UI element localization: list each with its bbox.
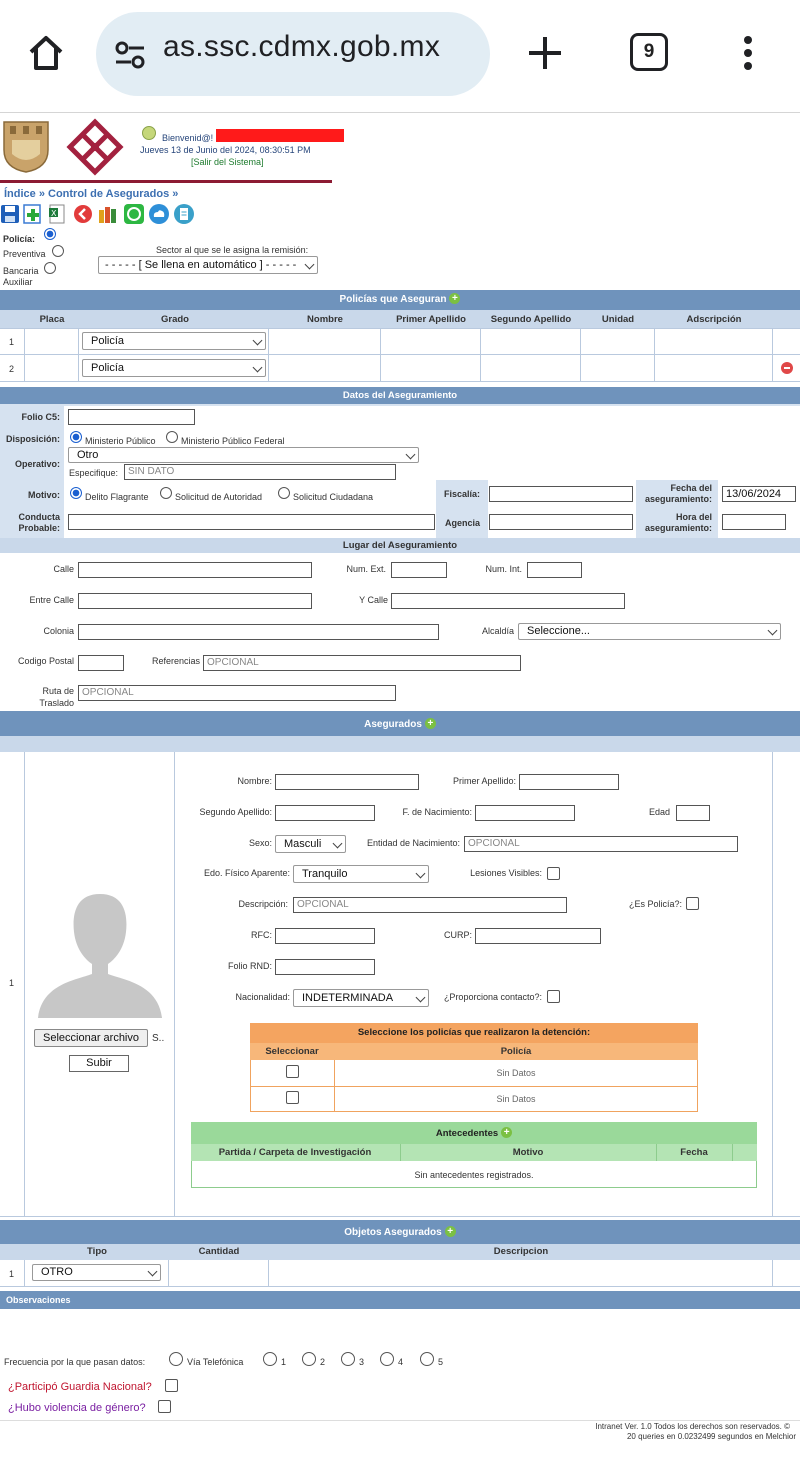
svg-text:X: X	[51, 209, 57, 218]
fiscalia-input[interactable]	[489, 486, 633, 502]
det-select-checkbox[interactable]	[286, 1091, 299, 1104]
tipo-select[interactable]: OTRO	[32, 1264, 161, 1281]
freq-4-label: 4	[398, 1357, 404, 1367]
antecedentes-header: Antecedentes +	[191, 1122, 757, 1144]
curp-label: CURP:	[443, 930, 472, 940]
radio-mpf[interactable]	[166, 431, 178, 443]
especifique-label: Especifique:	[69, 468, 119, 478]
radio-freq-3[interactable]	[341, 1352, 355, 1366]
es-policia-label: ¿Es Policía?:	[628, 899, 682, 909]
radio-delito-flagrante[interactable]	[70, 487, 82, 499]
cp-input[interactable]	[78, 655, 124, 671]
radio-freq-5[interactable]	[420, 1352, 434, 1366]
descripcion-input[interactable]: OPCIONAL	[293, 897, 567, 913]
num-ext-label: Num. Ext.	[346, 564, 386, 574]
num-int-input[interactable]	[527, 562, 582, 578]
hora-input[interactable]	[722, 514, 786, 530]
cp-label: Codigo Postal	[17, 656, 74, 666]
header-divider	[0, 180, 332, 183]
radio-freq-4[interactable]	[380, 1352, 394, 1366]
asegurados-subheader	[0, 736, 800, 752]
colonia-input[interactable]	[78, 624, 439, 640]
referencias-input[interactable]: OPCIONAL	[203, 655, 521, 671]
fecha-input[interactable]: 13/06/2024	[722, 486, 796, 502]
motivo-label: Motivo:	[28, 490, 60, 500]
especifique-input[interactable]: SIN DATO	[124, 464, 396, 480]
add-policia-icon[interactable]: +	[449, 293, 460, 304]
obj-col-tipo: Tipo	[87, 1246, 107, 1257]
more-menu-icon[interactable]	[740, 34, 756, 74]
objeto-row-num: 1	[9, 1269, 15, 1279]
sexo-label: Sexo:	[248, 838, 272, 848]
radio-mp[interactable]	[70, 431, 82, 443]
welcome-text: Bienvenid@!	[162, 133, 214, 143]
hora-label: Hora del aseguramiento:	[644, 512, 712, 533]
delito-flagrante-label: Delito Flagrante	[85, 492, 149, 502]
entidad-input[interactable]: OPCIONAL	[464, 836, 738, 852]
entre-calle-label: Entre Calle	[29, 595, 74, 605]
det-col-seleccionar: Seleccionar	[265, 1046, 319, 1057]
entidad-label: Entidad de Nacimiento:	[366, 838, 460, 848]
calle-label: Calle	[53, 564, 74, 574]
add-objeto-icon[interactable]: +	[445, 1226, 456, 1237]
freq-5-label: 5	[438, 1357, 444, 1367]
grado-select[interactable]: Policía	[82, 332, 266, 350]
footer-queries: 20 queries en 0.0232499 segundos en Melchior	[626, 1432, 796, 1441]
alcaldia-label: Alcaldía	[481, 626, 514, 636]
row-num: 1	[9, 337, 15, 347]
curp-input[interactable]	[475, 928, 601, 944]
via-telefonica-label: Vía Telefónica	[187, 1357, 244, 1367]
ant-col-fecha: Fecha	[680, 1147, 708, 1158]
conducta-input[interactable]	[68, 514, 435, 530]
sexo-select[interactable]: Masculi	[275, 835, 346, 853]
col-primer-apellido: Primer Apellido	[396, 314, 466, 325]
col-nombre: Nombre	[307, 314, 343, 325]
referencias-label: Referencias	[151, 656, 200, 666]
user-icon	[142, 126, 156, 140]
det-col-policia: Policía	[500, 1046, 532, 1057]
logout-link[interactable]: [Salir del Sistema]	[191, 157, 264, 167]
select-file-button[interactable]: Seleccionar archivo	[34, 1029, 148, 1047]
folio-input[interactable]	[68, 409, 195, 425]
descripcion-label: Descripción:	[238, 899, 288, 909]
col-unidad: Unidad	[601, 314, 635, 325]
es-policia-checkbox[interactable]	[686, 897, 699, 910]
edo-fisico-label: Edo. Físico Aparente:	[203, 868, 290, 878]
ant-col-partida: Partida / Carpeta de Investigación	[218, 1147, 372, 1158]
save-icon[interactable]	[0, 204, 20, 224]
row-num: 2	[9, 364, 15, 374]
url-text[interactable]: as.ssc.cdmx.gob.mx	[163, 30, 441, 63]
detencion-title: Seleccione los policías que realizaron la detención:	[250, 1023, 698, 1043]
sector-label: Sector al que se le asigna la remisión:	[156, 245, 309, 255]
freq-2-label: 2	[320, 1357, 326, 1367]
asegurado-row-num: 1	[9, 978, 15, 988]
remove-row-icon[interactable]	[781, 362, 793, 374]
col-segundo-apellido: Segundo Apellido	[490, 314, 572, 325]
det-policia-cell: Sin Datos	[496, 1094, 536, 1104]
calle-input[interactable]	[78, 562, 312, 578]
ruta-label: Ruta de Traslado	[39, 686, 74, 708]
fiscalia-label: Fiscalía:	[443, 489, 480, 499]
y-calle-input[interactable]	[391, 593, 625, 609]
operativo-label: Operativo:	[14, 459, 60, 469]
whatsapp-icon[interactable]	[123, 203, 145, 225]
rfc-label: RFC:	[251, 930, 272, 940]
folio-rnd-label: Folio RND:	[227, 961, 272, 971]
mp-label: Ministerio Público	[85, 436, 156, 446]
obj-col-cantidad: Cantidad	[198, 1246, 240, 1257]
home-icon[interactable]	[26, 33, 66, 73]
radio-freq-2[interactable]	[302, 1352, 316, 1366]
folio-label: Folio C5:	[21, 412, 60, 422]
back-icon[interactable]	[73, 204, 93, 224]
breadcrumb[interactable]: Índice » Control de Asegurados »	[4, 188, 179, 200]
nacionalidad-label: Nacionalidad:	[235, 992, 290, 1002]
alcaldia-select[interactable]: Seleccione...	[518, 623, 781, 640]
nombre-label: Nombre:	[237, 776, 272, 786]
agencia-label: Agencia	[444, 518, 480, 528]
nombre-input[interactable]	[275, 774, 419, 790]
frecuencia-label: Frecuencia por la que pasan datos:	[4, 1357, 146, 1367]
violencia-checkbox[interactable]	[158, 1400, 171, 1413]
radio-preventiva[interactable]	[52, 245, 64, 257]
photo-placeholder-icon	[36, 888, 164, 1022]
tab-switcher-button[interactable]: 9	[630, 33, 668, 71]
disposicion-label: Disposición:	[5, 434, 60, 444]
radio-policia[interactable]	[44, 228, 56, 240]
contacto-checkbox[interactable]	[547, 990, 560, 1003]
col-grado: Grado	[161, 314, 189, 325]
num-ext-input[interactable]	[391, 562, 447, 578]
conducta-label: Conducta Probable:	[18, 512, 60, 533]
ruta-input[interactable]: OPCIONAL	[78, 685, 396, 701]
excel-icon[interactable]	[48, 204, 68, 224]
cloud-icon[interactable]	[148, 203, 170, 225]
agencia-input[interactable]	[489, 514, 633, 530]
antecedentes-empty: Sin antecedentes registrados.	[414, 1170, 534, 1180]
y-calle-label: Y Calle	[359, 595, 388, 605]
violencia-label: ¿Hubo violencia de género?	[8, 1402, 146, 1414]
radio-freq-1[interactable]	[263, 1352, 277, 1366]
radio-solicitud-autoridad[interactable]	[160, 487, 172, 499]
entre-calle-input[interactable]	[78, 593, 312, 609]
mpf-label: Ministerio Público Federal	[181, 436, 285, 446]
freq-1-label: 1	[281, 1357, 287, 1367]
radio-bancaria[interactable]	[44, 262, 56, 274]
upload-button[interactable]: Subir	[69, 1055, 129, 1072]
guardia-checkbox[interactable]	[165, 1379, 178, 1392]
operativo-select[interactable]: Otro	[68, 447, 419, 463]
datetime-text: Jueves 13 de Junio del 2024, 08:30:51 PM	[140, 145, 311, 155]
segundo-apellido-label: Segundo Apellido:	[199, 807, 272, 817]
radio-solicitud-ciudadana[interactable]	[278, 487, 290, 499]
edo-fisico-select[interactable]: Tranquilo	[293, 865, 429, 883]
segundo-apellido-input[interactable]	[275, 805, 375, 821]
browser-toolbar	[0, 0, 800, 112]
obj-col-descripcion: Descripcion	[493, 1246, 549, 1257]
lesiones-checkbox[interactable]	[547, 867, 560, 880]
add-antecedente-icon[interactable]: +	[501, 1127, 512, 1138]
new-tab-icon[interactable]	[527, 35, 563, 71]
option-bancaria-label: Bancaria Auxiliar	[3, 266, 39, 287]
col-adscripcion: Adscripción	[686, 314, 742, 325]
cdmx-logo	[66, 118, 124, 176]
option-preventiva-label: Preventiva	[3, 249, 46, 259]
rfc-input[interactable]	[275, 928, 375, 944]
edad-label: Edad	[648, 807, 670, 817]
radio-via-telefonica[interactable]	[169, 1352, 183, 1366]
solicitud-autoridad-label: Solicitud de Autoridad	[175, 492, 263, 502]
sector-select[interactable]: - - - - - [ Se llena en automático ] - - - - -	[98, 256, 318, 274]
freq-3-label: 3	[359, 1357, 365, 1367]
det-policia-cell: Sin Datos	[496, 1068, 536, 1078]
primer-apellido-label: Primer Apellido:	[452, 776, 516, 786]
lesiones-label: Lesiones Visibles:	[470, 868, 542, 878]
add-asegurado-icon[interactable]: +	[425, 718, 436, 729]
site-settings-icon[interactable]	[113, 40, 147, 70]
redacted-username	[216, 129, 344, 142]
edad-input[interactable]	[676, 805, 710, 821]
num-int-label: Num. Int.	[485, 564, 522, 574]
grado-select[interactable]: Policía	[82, 359, 266, 377]
objetos-section-header: Objetos Asegurados +	[0, 1220, 800, 1244]
colonia-label: Colonia	[43, 626, 74, 636]
chrome-divider	[0, 112, 800, 113]
document-icon[interactable]	[173, 203, 195, 225]
f-nacimiento-input[interactable]	[475, 805, 575, 821]
add-icon[interactable]	[22, 203, 44, 225]
nacionalidad-select[interactable]: INDETERMINADA	[293, 989, 429, 1007]
books-icon[interactable]	[98, 204, 120, 224]
folio-rnd-input[interactable]	[275, 959, 375, 975]
solicitud-ciudadana-label: Solicitud Ciudadana	[293, 492, 374, 502]
observaciones-section-header: Observaciones	[0, 1291, 800, 1309]
contacto-label: ¿Proporciona contacto?:	[443, 992, 542, 1002]
det-select-checkbox[interactable]	[286, 1065, 299, 1078]
fecha-label: Fecha del aseguramiento:	[644, 483, 712, 504]
guardia-label: ¿Participó Guardia Nacional?	[8, 1381, 152, 1393]
policias-section-header: Policías que Aseguran +	[0, 290, 800, 310]
observaciones-textarea[interactable]	[0, 1309, 800, 1339]
footer-copyright: Intranet Ver. 1.0 Todos los derechos son reservados. ©	[595, 1422, 790, 1431]
col-placa: Placa	[39, 314, 65, 325]
ant-col-motivo: Motivo	[512, 1147, 544, 1158]
option-policia-label: Policía:	[3, 234, 36, 244]
lugar-section-header: Lugar del Aseguramiento	[0, 538, 800, 553]
f-nacimiento-label: F. de Nacimiento:	[402, 807, 472, 817]
file-status: S..	[152, 1033, 165, 1044]
asegurados-section-header: Asegurados +	[0, 711, 800, 736]
cdmx-shield-logo	[2, 120, 50, 174]
primer-apellido-input[interactable]	[519, 774, 619, 790]
datos-section-header: Datos del Aseguramiento	[0, 387, 800, 404]
